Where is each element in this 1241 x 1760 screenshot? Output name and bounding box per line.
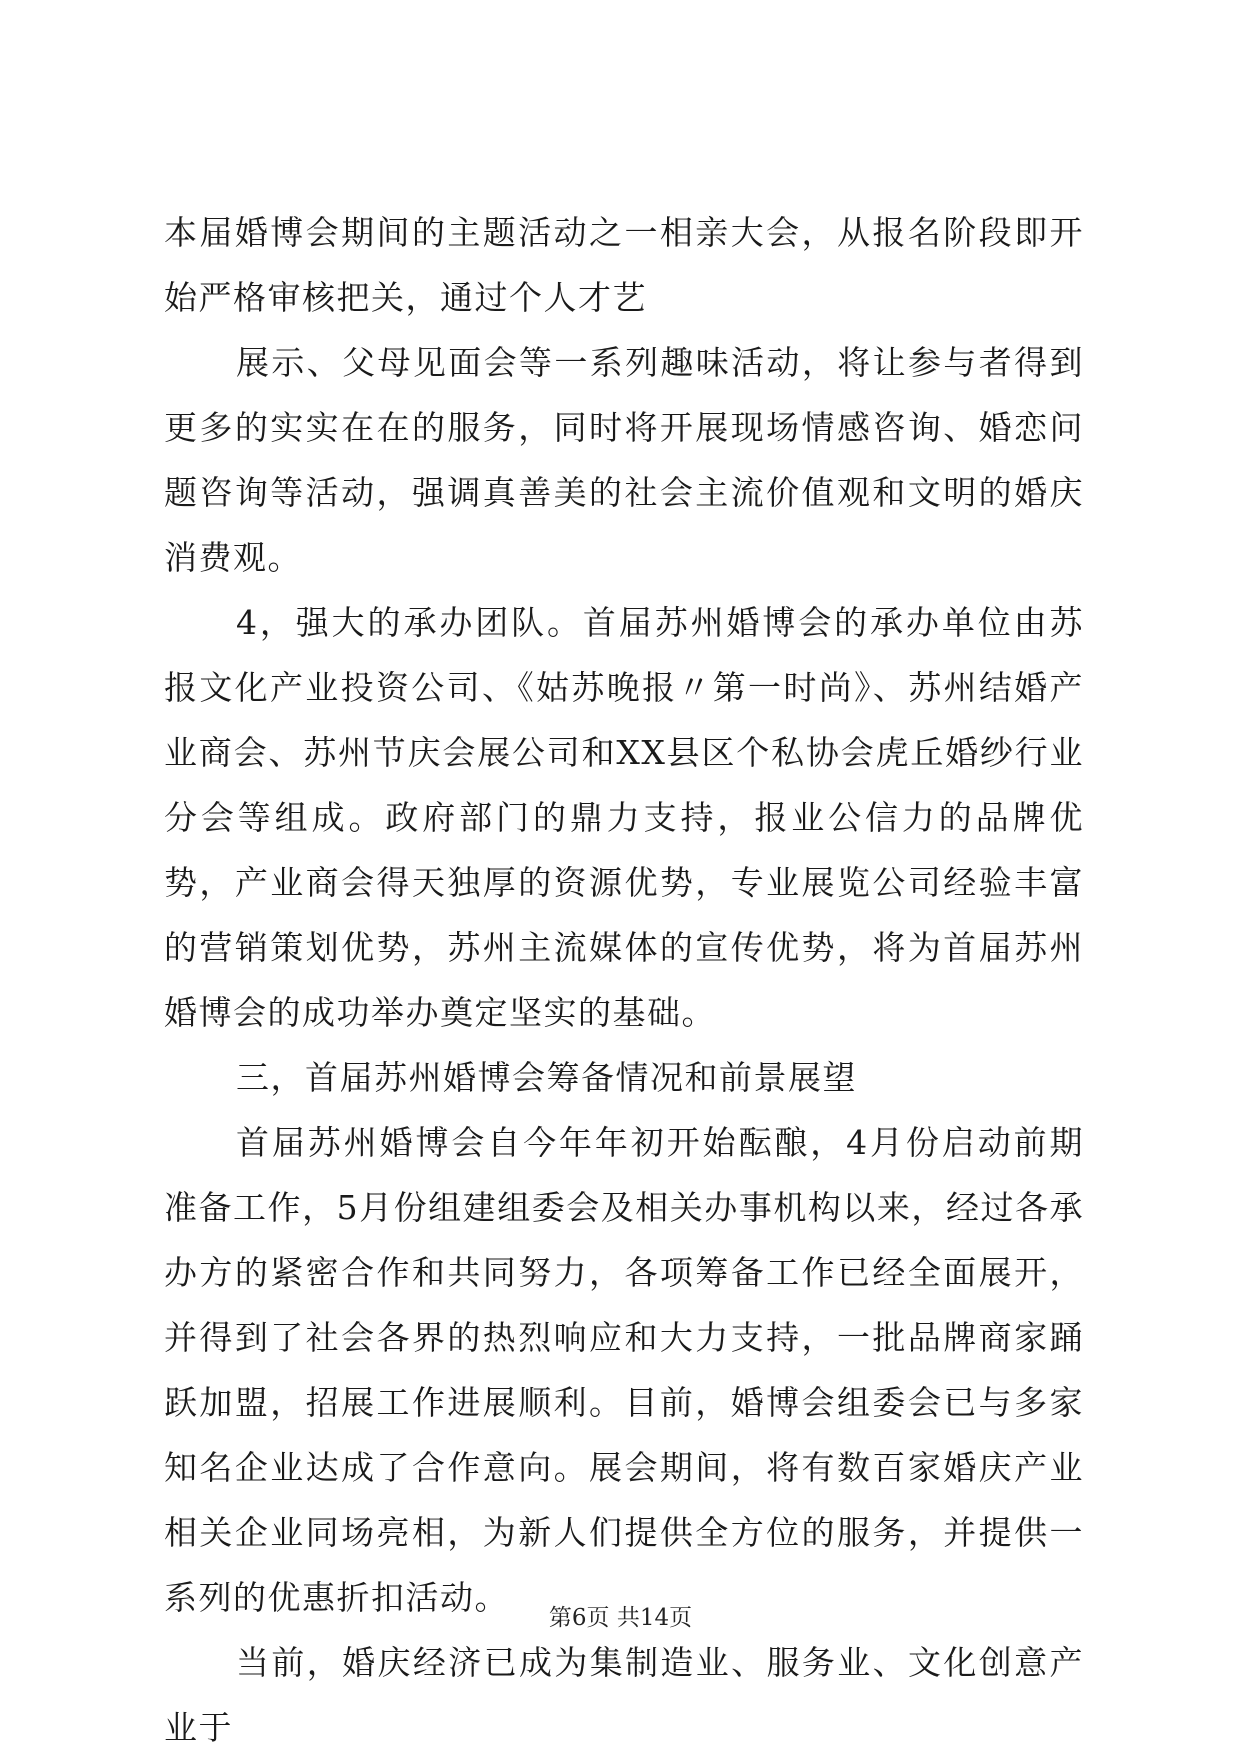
paragraph-4: 首届苏州婚博会自今年年初开始酝酿，4月份启动前期准备工作，5月份组建组委会及相关办事机构以来，经过各承办方的紧密合作和共同努力，各项筹备工作已经全面展开，并得到了社会各界的热烈响应和大力支持，一批品牌商家踊跃加盟，招展工作进展顺利。目前，婚博会组委会已与多家知名企业达成了合作意向。展会期间，将有数百家婚庆产业相关企业同场亮相，为新人们提供全方位的服务，并提供一系列的优惠折扣活动。 [164, 1123, 1084, 1617]
paragraph-2: 展示、父母见面会等一系列趣味活动，将让参与者得到更多的实实在在的服务，同时将开展现场情感咨询、婚恋问题咨询等活动，强调真善美的社会主流价值观和文明的婚庆消费观。 [164, 343, 1084, 577]
paragraph-1: 本届婚博会期间的主题活动之一相亲大会，从报名阶段即开始严格审核把关，通过个人才艺 [164, 213, 1084, 317]
section-heading: 三，首届苏州婚博会筹备情况和前景展望 [236, 1058, 857, 1097]
paragraph-5: 当前，婚庆经济已成为集制造业、服务业、文化创意产业于 [164, 1643, 1084, 1747]
page-footer: 第6页 共14页 [548, 1605, 693, 1631]
paragraph-3: 4，强大的承办团队。首届苏州婚博会的承办单位由苏报文化产业投资公司、《姑苏晚报〃第一时尚》、苏州结婚产业商会、苏州节庆会展公司和XX县区个私协会虎丘婚纱行业分会等组成。政府部门的鼎力支持，报业公信力的品牌优势，产业商会得天独厚的资源优势，专业展览公司经验丰富的营销策划优势，苏州主流媒体的宣传优势，将为首届苏州婚博会的成功举办奠定坚实的基础。 [164, 603, 1084, 1032]
document-body [164, 200, 1084, 1760]
